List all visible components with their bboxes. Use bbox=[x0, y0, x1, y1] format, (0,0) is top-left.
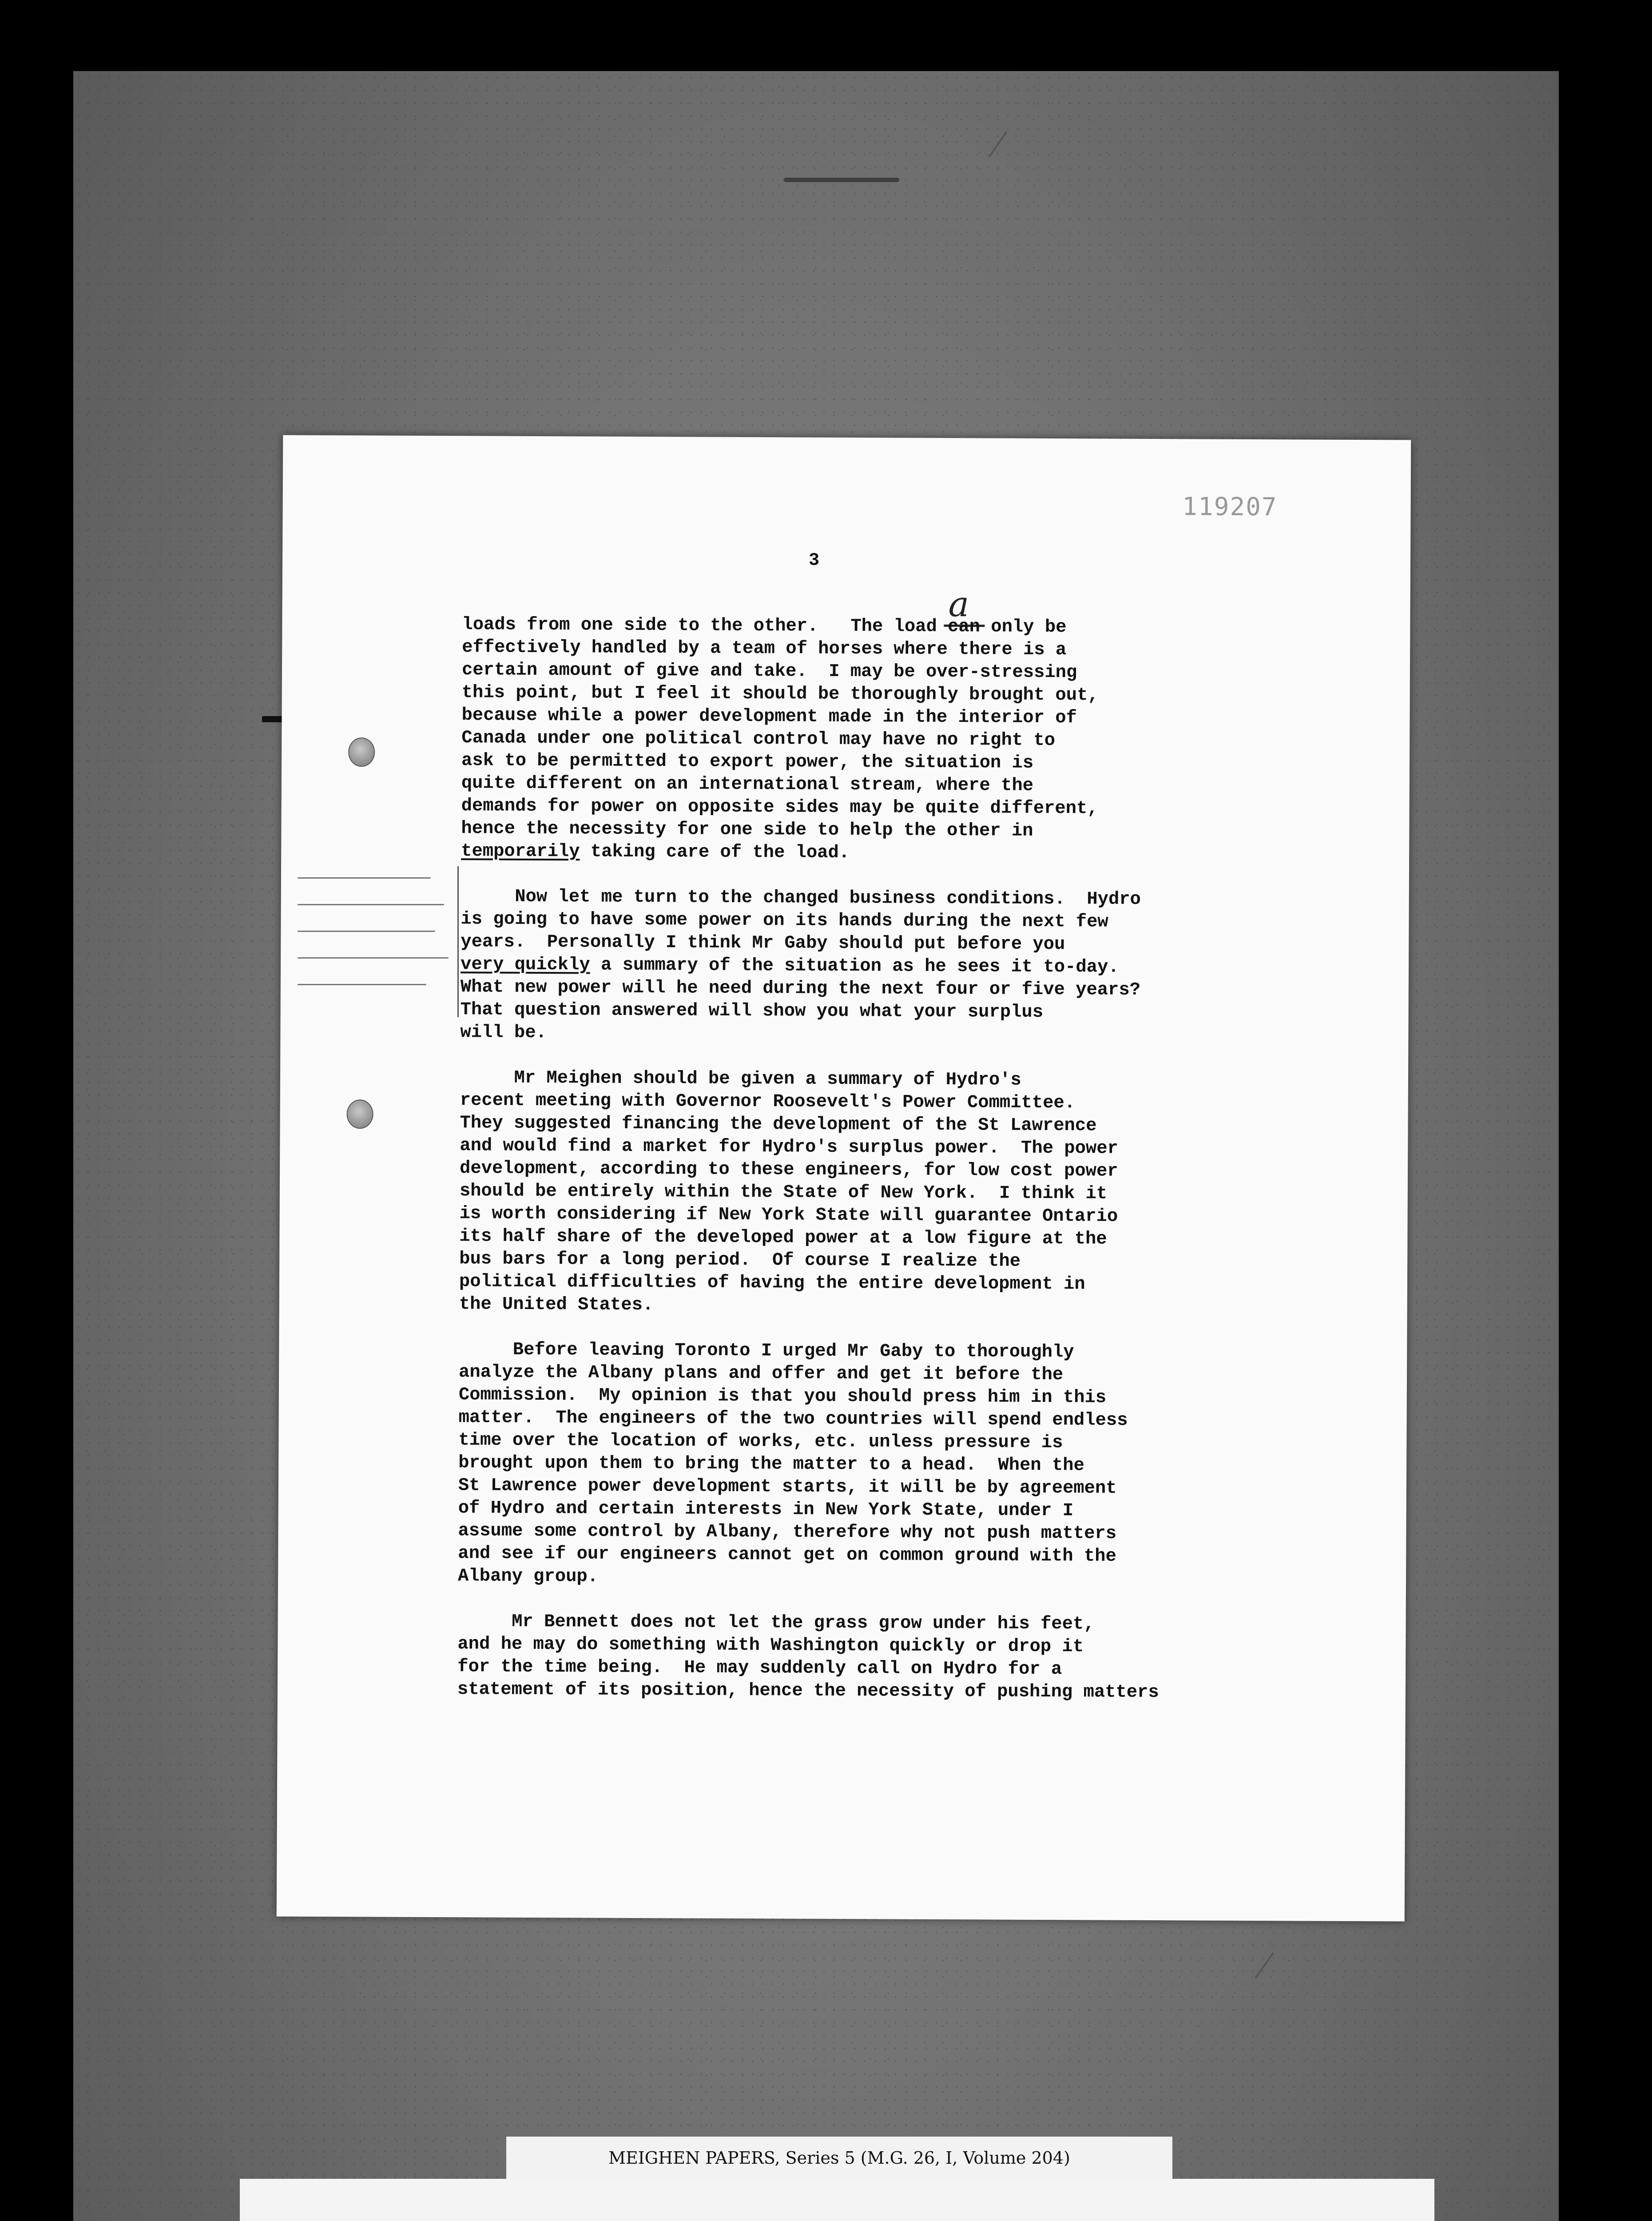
text-line: Mr Bennett does not let the grass grow under his feet, bbox=[457, 1611, 1095, 1635]
text-line: matter. The engineers of the two countries will spend endless bbox=[458, 1407, 1128, 1431]
paragraph bbox=[457, 1610, 1382, 1705]
scribble-stroke bbox=[298, 931, 435, 932]
text-line: Before leaving Toronto I urged Mr Gaby to thoroughly bbox=[459, 1339, 1074, 1363]
typed-letter-page bbox=[277, 435, 1411, 1921]
scribble-stroke bbox=[298, 957, 449, 959]
text-line: quite different on an international stream, where the bbox=[461, 773, 1034, 796]
text-line: statement of its position, hence the necessity of pushing matters bbox=[457, 1679, 1159, 1703]
text-line: is worth considering if New York State will guarantee Ontario bbox=[459, 1203, 1118, 1227]
public-archives-card bbox=[240, 2179, 1434, 2221]
text-line: this point, but I feel it should be thoroughly brought out, bbox=[461, 682, 1099, 706]
page-number: 3 bbox=[808, 550, 820, 571]
text-line: demands for power on opposite sides may be quite different, bbox=[461, 796, 1098, 819]
document-id-stamp: 119207 bbox=[1182, 492, 1278, 522]
collection-label: MEIGHEN PAPERS, Series 5 (M.G. 26, I, Volume 204) bbox=[506, 2137, 1172, 2179]
text-line: Now let me turn to the changed business conditions. Hydro bbox=[461, 886, 1141, 910]
text-line: What new power will he need during the next four or five years? bbox=[460, 977, 1141, 1000]
scribble-stroke bbox=[298, 904, 444, 905]
text-line: and he may do something with Washington quickly or drop it bbox=[457, 1634, 1084, 1657]
text-line: will be. bbox=[460, 1022, 547, 1043]
scribble-stroke bbox=[298, 877, 431, 879]
text-line: analyze the Albany plans and offer and get it before the bbox=[458, 1362, 1064, 1385]
paragraph bbox=[459, 1067, 1384, 1320]
text-line: its half share of the developed power at a low figure at the bbox=[459, 1226, 1107, 1250]
text-line: bus bars for a long period. Of course I realize the bbox=[459, 1249, 1021, 1272]
text-line: Albany group. bbox=[457, 1566, 599, 1587]
text-line: is going to have some power on its hands during the next few bbox=[461, 909, 1108, 932]
text-line: loads from one side to the other. The load can only be bbox=[462, 614, 1067, 638]
text-line: political difficulties of having the entire development in bbox=[459, 1271, 1085, 1295]
text-line: should be entirely within the State of New York. I think it bbox=[459, 1181, 1108, 1204]
punch-hole bbox=[348, 737, 375, 767]
text-line: ask to be permitted to export power, the situation is bbox=[461, 750, 1034, 773]
text-line: for the time being. He may suddenly call on Hydro for a bbox=[457, 1656, 1062, 1680]
text-line: temporarily taking care of the load. bbox=[461, 841, 850, 864]
text-line: Mr Meighen should be given a summary of Hydro's bbox=[460, 1067, 1021, 1091]
text-line: and see if our engineers cannot get on common ground with the bbox=[458, 1543, 1116, 1567]
text-line: That question answered will show you what your surplus bbox=[460, 999, 1044, 1023]
text-line: the United States. bbox=[459, 1294, 654, 1316]
text-line: development, according to these engineers, for low cost power bbox=[459, 1158, 1118, 1182]
handwritten-correction: a bbox=[948, 585, 969, 625]
text-line: and would find a market for Hydro's surplus power. The power bbox=[460, 1135, 1118, 1159]
text-line: assume some control by Albany, therefore why not push matters bbox=[458, 1520, 1117, 1544]
text-line: brought upon them to bring the matter to a head. When the bbox=[458, 1453, 1084, 1476]
paragraph bbox=[461, 613, 1386, 867]
text-line: St Lawrence power development starts, it will be by agreement bbox=[458, 1475, 1117, 1499]
scribble-stroke bbox=[298, 984, 426, 985]
handwritten-margin-note bbox=[289, 866, 459, 1017]
text-line: of Hydro and certain interests in New York State, under I bbox=[458, 1498, 1074, 1521]
punch-hole bbox=[346, 1099, 373, 1129]
tape-mark bbox=[784, 178, 899, 182]
text-line: They suggested financing the development of the St Lawrence bbox=[460, 1113, 1097, 1136]
paragraph bbox=[458, 1338, 1382, 1592]
text-line: recent meeting with Governor Roosevelt's Power Committee. bbox=[460, 1090, 1076, 1114]
paragraph bbox=[460, 885, 1385, 1048]
text-line: because while a power development made in the interior of bbox=[461, 705, 1077, 728]
text-line: Canada under one political control may have no right to bbox=[461, 728, 1056, 751]
letter-body bbox=[457, 613, 1386, 1727]
text-line: effectively handled by a team of horses where there is a bbox=[462, 637, 1067, 661]
text-line: certain amount of give and take. I may be over-stressing bbox=[461, 660, 1077, 683]
text-line: very quickly a summary of the situation as he sees it to-day. bbox=[460, 954, 1119, 978]
text-line: time over the location of works, etc. unless pressure is bbox=[458, 1430, 1063, 1453]
text-line: years. Personally I think Mr Gaby should put before you bbox=[461, 931, 1065, 955]
text-line: Commission. My opinion is that you should press him in this bbox=[458, 1385, 1107, 1408]
text-line: hence the necessity for one side to help the other in bbox=[461, 818, 1033, 841]
